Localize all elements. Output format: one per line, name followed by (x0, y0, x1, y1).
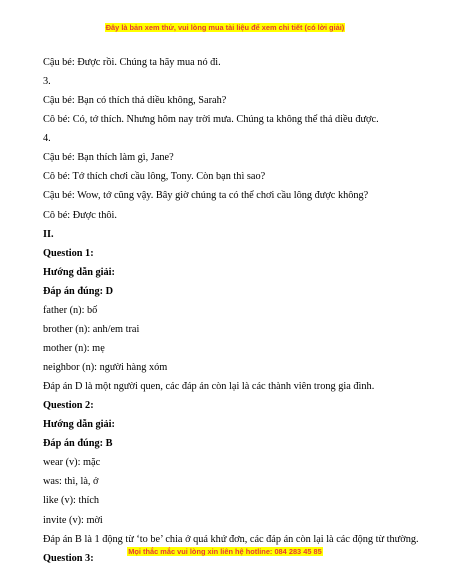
heading-line: Question 3: (43, 552, 94, 564)
text-line: Cậu bé: Wow, tớ cũng vậy. Bây giờ chúng ta có thể chơi cầu lông được không? (43, 190, 369, 202)
heading-line: Hướng dẫn giải: (43, 266, 115, 278)
text-line: Cô bé: Tớ thích chơi cầu lông, Tony. Còn bạn thì sao? (43, 171, 266, 183)
text-line: 3. (43, 76, 51, 88)
text-line: Cậu bé: Bạn thích làm gì, Jane? (43, 152, 174, 164)
preview-notice-banner (0, 23, 450, 33)
text-line: Đáp án B là 1 động từ ‘to be’ chia ở quá khứ đơn, các đáp án còn lại là các động từ thường. (43, 533, 419, 545)
text-line: wear (v): mặc (43, 457, 101, 469)
text-line: Cô bé: Được thôi. (43, 209, 117, 221)
text-line: 4. (43, 133, 51, 145)
heading-line: II. (43, 228, 54, 240)
text-line: invite (v): mời (43, 514, 103, 526)
text-line: Cậu bé: Được rồi. Chúng ta hãy mua nó đi. (43, 57, 221, 68)
text-line: father (n): bố (43, 304, 98, 316)
document-body (43, 53, 419, 568)
heading-line: Đáp án đúng: B (43, 438, 113, 450)
preview-notice-text: Đây là bản xem thử, vui lòng mua tài liệu để xem chi tiết (có lời giải) (105, 23, 345, 32)
text-line: neighbor (n): người hàng xóm (43, 362, 168, 373)
text-line: Đáp án D là một người quen, các đáp án còn lại là các thành viên trong gia đình. (43, 381, 375, 393)
text-line: mother (n): mẹ (43, 342, 105, 354)
hotline-banner (0, 547, 450, 557)
heading-line: Question 1: (43, 247, 94, 259)
text-line: brother (n): anh/em trai (43, 323, 140, 335)
text-line: Cậu bé: Bạn có thích thả diều không, Sarah? (43, 95, 227, 107)
text-line: Cô bé: Có, tớ thích. Nhưng hôm nay trời mưa. Chúng ta không thể thả diều được. (43, 114, 379, 126)
heading-line: Hướng dẫn giải: (43, 419, 115, 431)
heading-line: Đáp án đúng: D (43, 285, 114, 297)
text-line: like (v): thích (43, 495, 100, 507)
hotline-text: Mọi thắc mắc vui lòng xin liên hệ hotline: 084 283 45 85 (128, 547, 322, 556)
heading-line: Question 2: (43, 400, 94, 412)
text-line: was: thì, là, ở (43, 476, 99, 488)
